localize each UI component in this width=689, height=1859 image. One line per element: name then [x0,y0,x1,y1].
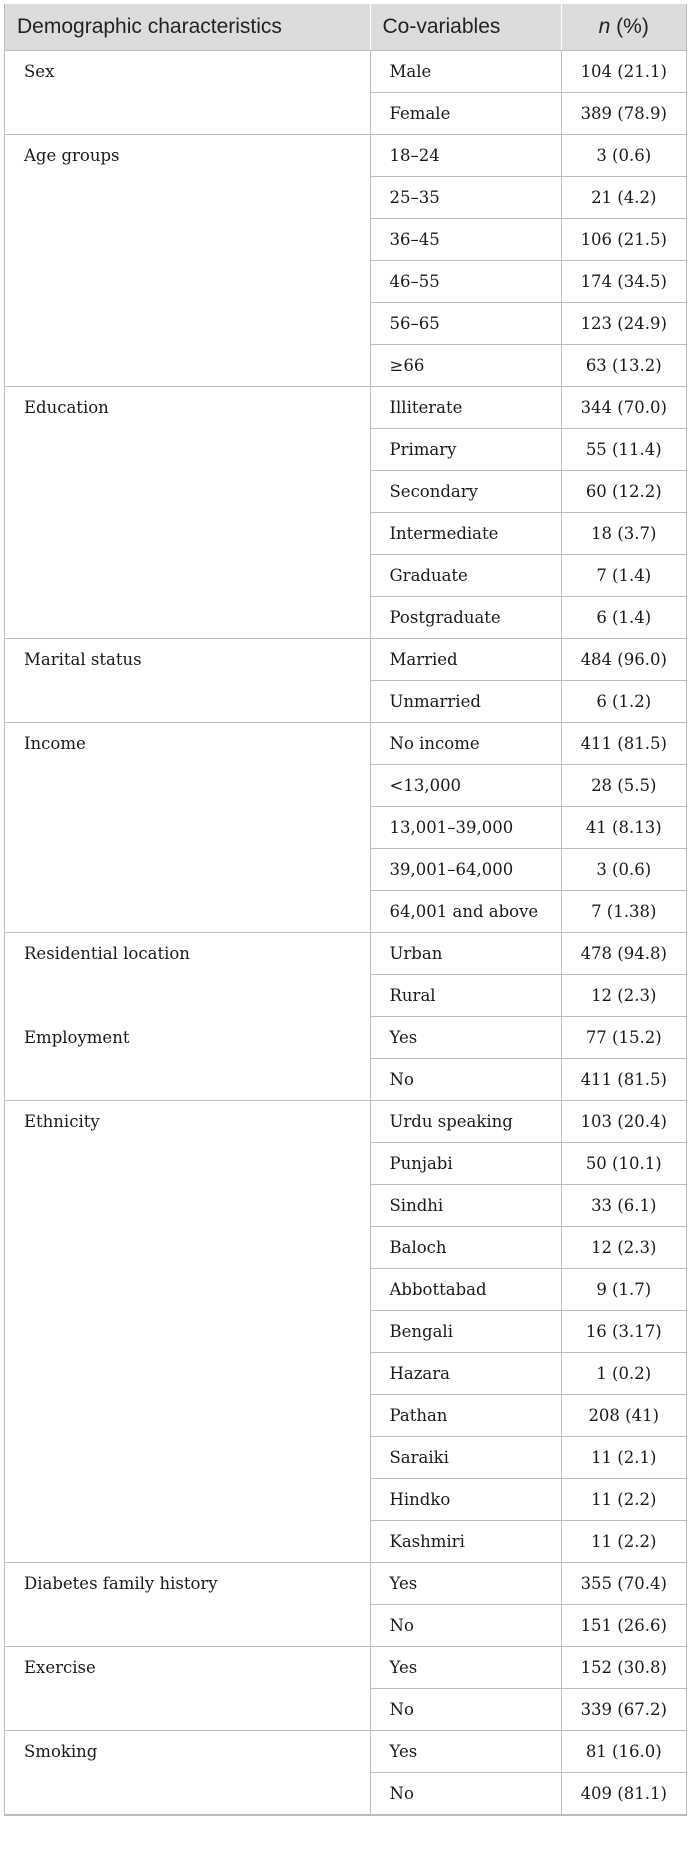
n-percent-cell: 41 (8.13) [561,807,686,849]
table-row [5,135,686,177]
co-variable-cell: Male [370,51,561,93]
co-variable-cell: Sindhi [370,1185,561,1227]
co-variable-cell: 13,001–39,000 [370,807,561,849]
n-percent-cell: 6 (1.2) [561,681,686,723]
co-variable-cell: 39,001–64,000 [370,849,561,891]
co-variable-cell: Secondary [370,471,561,513]
co-variable-cell: Urban [370,933,561,975]
co-variable-cell: No [370,1773,561,1815]
n-percent-cell: 11 (2.1) [561,1437,686,1479]
co-variable-cell: No [370,1689,561,1731]
table-row [5,933,686,975]
co-variable-cell: 56–65 [370,303,561,345]
n-percent-cell: 106 (21.5) [561,219,686,261]
category-cell: Smoking [5,1731,370,1815]
table-body [5,51,686,1815]
demographics-table [5,4,686,1815]
co-variable-cell: Hindko [370,1479,561,1521]
category-cell: Residential location [5,933,370,1017]
category-cell: Income [5,723,370,933]
n-percent-cell: 11 (2.2) [561,1521,686,1563]
co-variable-cell: Primary [370,429,561,471]
header-co-variables: Co-variables [370,4,561,51]
category-cell: Marital status [5,639,370,723]
n-percent-cell: 12 (2.3) [561,975,686,1017]
co-variable-cell: Unmarried [370,681,561,723]
n-percent-cell: 355 (70.4) [561,1563,686,1605]
co-variable-cell: Rural [370,975,561,1017]
co-variable-cell: Married [370,639,561,681]
demographics-table-container [4,4,687,1816]
co-variable-cell: Hazara [370,1353,561,1395]
n-percent-cell: 7 (1.4) [561,555,686,597]
co-variable-cell: Baloch [370,1227,561,1269]
header-n-italic: n [598,15,611,38]
table-row [5,387,686,429]
co-variable-cell: 64,001 and above [370,891,561,933]
category-cell: Education [5,387,370,639]
n-percent-cell: 484 (96.0) [561,639,686,681]
n-percent-cell: 3 (0.6) [561,135,686,177]
table-row [5,1017,686,1059]
category-cell: Diabetes family history [5,1563,370,1647]
n-percent-cell: 16 (3.17) [561,1311,686,1353]
n-percent-cell: 409 (81.1) [561,1773,686,1815]
co-variable-cell: Yes [370,1563,561,1605]
co-variable-cell: ≥66 [370,345,561,387]
n-percent-cell: 3 (0.6) [561,849,686,891]
n-percent-cell: 18 (3.7) [561,513,686,555]
table-row [5,1563,686,1605]
n-percent-cell: 478 (94.8) [561,933,686,975]
category-cell: Ethnicity [5,1101,370,1563]
header-demographic-characteristics: Demographic characteristics [5,4,370,51]
table-row [5,1101,686,1143]
co-variable-cell: Yes [370,1731,561,1773]
n-percent-cell: 7 (1.38) [561,891,686,933]
table-row [5,1731,686,1773]
table-row [5,639,686,681]
co-variable-cell: Postgraduate [370,597,561,639]
n-percent-cell: 411 (81.5) [561,723,686,765]
table-header-row [5,4,686,51]
category-cell: Employment [5,1017,370,1101]
n-percent-cell: 152 (30.8) [561,1647,686,1689]
n-percent-cell: 12 (2.3) [561,1227,686,1269]
co-variable-cell: Kashmiri [370,1521,561,1563]
table-row [5,51,686,93]
header-n-percent [561,4,686,51]
co-variable-cell: Saraiki [370,1437,561,1479]
category-cell: Exercise [5,1647,370,1731]
n-percent-cell: 77 (15.2) [561,1017,686,1059]
n-percent-cell: 103 (20.4) [561,1101,686,1143]
co-variable-cell: Intermediate [370,513,561,555]
table-row [5,1647,686,1689]
co-variable-cell: Abbottabad [370,1269,561,1311]
n-percent-cell: 11 (2.2) [561,1479,686,1521]
n-percent-cell: 60 (12.2) [561,471,686,513]
n-percent-cell: 123 (24.9) [561,303,686,345]
n-percent-cell: 344 (70.0) [561,387,686,429]
co-variable-cell: Yes [370,1017,561,1059]
co-variable-cell: Pathan [370,1395,561,1437]
co-variable-cell: <13,000 [370,765,561,807]
n-percent-cell: 208 (41) [561,1395,686,1437]
co-variable-cell: 36–45 [370,219,561,261]
n-percent-cell: 63 (13.2) [561,345,686,387]
co-variable-cell: Bengali [370,1311,561,1353]
category-cell: Age groups [5,135,370,387]
co-variable-cell: Punjabi [370,1143,561,1185]
n-percent-cell: 21 (4.2) [561,177,686,219]
n-percent-cell: 1 (0.2) [561,1353,686,1395]
co-variable-cell: 18–24 [370,135,561,177]
co-variable-cell: Female [370,93,561,135]
n-percent-cell: 389 (78.9) [561,93,686,135]
co-variable-cell: Urdu speaking [370,1101,561,1143]
n-percent-cell: 104 (21.1) [561,51,686,93]
co-variable-cell: Yes [370,1647,561,1689]
n-percent-cell: 411 (81.5) [561,1059,686,1101]
n-percent-cell: 6 (1.4) [561,597,686,639]
n-percent-cell: 33 (6.1) [561,1185,686,1227]
table-row [5,723,686,765]
header-percent: (%) [610,15,649,38]
co-variable-cell: 46–55 [370,261,561,303]
n-percent-cell: 55 (11.4) [561,429,686,471]
category-cell: Sex [5,51,370,135]
co-variable-cell: No [370,1605,561,1647]
n-percent-cell: 9 (1.7) [561,1269,686,1311]
n-percent-cell: 50 (10.1) [561,1143,686,1185]
co-variable-cell: 25–35 [370,177,561,219]
co-variable-cell: Illiterate [370,387,561,429]
n-percent-cell: 174 (34.5) [561,261,686,303]
co-variable-cell: Graduate [370,555,561,597]
n-percent-cell: 339 (67.2) [561,1689,686,1731]
n-percent-cell: 81 (16.0) [561,1731,686,1773]
n-percent-cell: 28 (5.5) [561,765,686,807]
n-percent-cell: 151 (26.6) [561,1605,686,1647]
co-variable-cell: No income [370,723,561,765]
co-variable-cell: No [370,1059,561,1101]
